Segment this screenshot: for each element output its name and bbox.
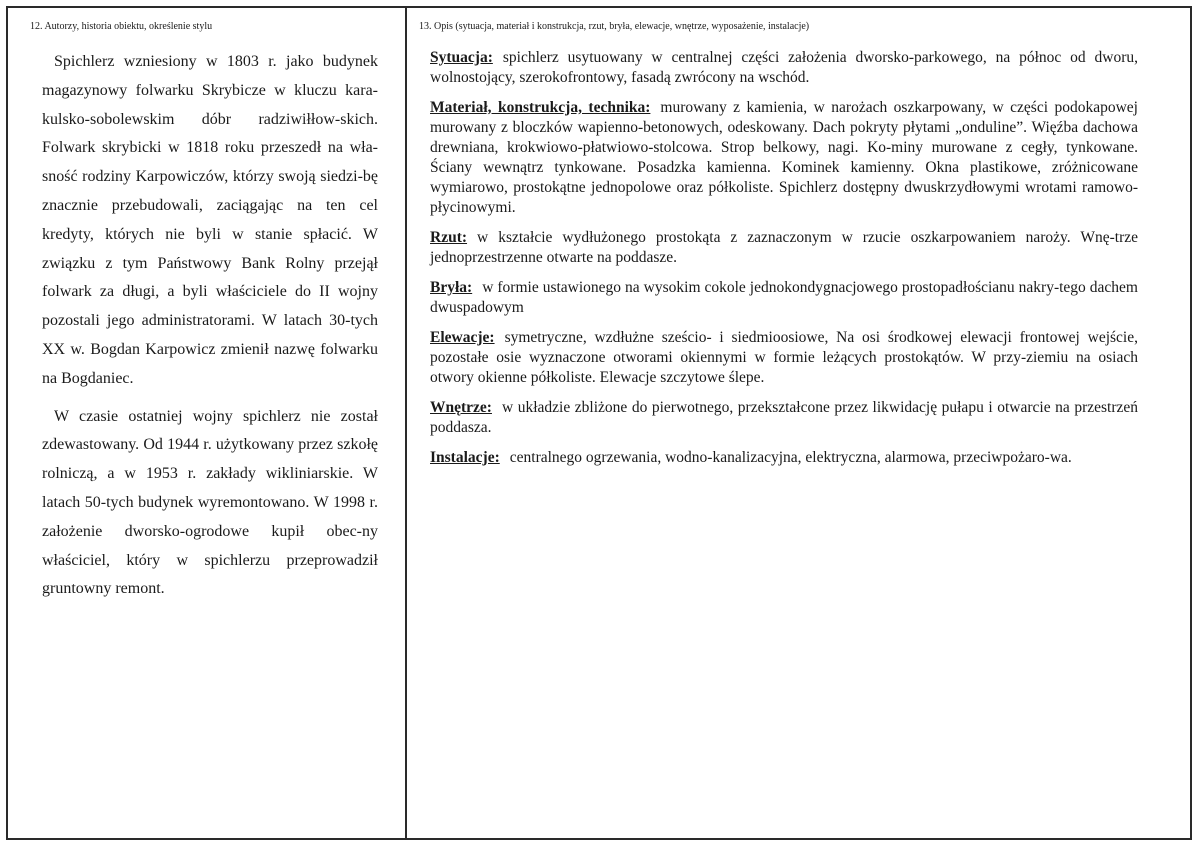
section-13-heading: 13. Opis (sytuacja, materiał i konstrukcja, rzut, bryła, elewacje, wnętrze, wyposażenie, instalacje) [419,21,810,32]
column-divider [405,6,407,840]
section-12-heading: 12. Autorzy, historia obiektu, określenie stylu [30,21,213,32]
entry-bryla [430,278,1138,318]
entry-text: spichlerz usytuowany w centralnej części założenia dworsko-parkowego, na północ od dworu, wolnostojący, szerokofrontowy, fasadą zwrócony na wschód. [430,49,1138,86]
history-paragraph-1: Spichlerz wzniesiony w 1803 r. jako budynek magazynowy folwarku Skrybicze w kluczu kara-kulsko-sobolewskim dóbr radziwiłłow-skich. Folwark skrybicki w 1818 roku przeszedł na wła-sność rodziny Karpowiczów, którzy swoją siedzi-bę znacznie przebudowali, zaciągając na ten cel kredyty, których nie byli w stanie spłacić. W związku z tym Państwowy Bank Rolny przejął folwark za długi, a byli właściciele do II wojny pozostali jego administratorami. W latach 30-tych XX w. Bogdan Karpowicz zmienił nazwę folwarku na Bogdaniec. [42,53,378,387]
entry-label: Materiał, konstrukcja, technika: [430,99,651,116]
entry-text: murowany z kamienia, w narożach oszkarpowany, w części podokapowej murowany z bloczków wapienno-betonowych, odeskowany. Dach pokryty płytami „onduline”. Więźba dachowa drewniana, krokwiowo-płatwiowo-stolcowa. Strop belkowy, nagi. Ko-miny murowane z cegły, tynkowane. Ściany wewnątrz tynkowane. Posadzka kamienna. Kominek kamienny. Okna plastikowe, zróżnicowane wymiarowo, prostokątne jednopolowe oraz półkoliste. Spichlerz dostępny dwuskrzydłowymi wrotami ramowo-płycinowymi. [430,99,1138,216]
entry-label: Rzut: [430,229,468,246]
description-column [430,48,1138,478]
entry-elewacje [430,328,1138,388]
history-paragraph-2: W czasie ostatniej wojny spichlerz nie został zdewastowany. Od 1944 r. użytkowany przez szkołę rolniczą, a w 1953 r. zakłady wikliniarskie. W latach 50-tych budynek wyremontowano. W 1998 r. założenie dworsko-ogrodowe kupił obec-ny właściciel, który w spichlerzu przeprowadził gruntowny remont. [42,407,378,598]
entry-rzut [430,228,1138,268]
entry-label: Wnętrze: [430,399,492,416]
history-column [42,48,378,613]
entry-label: Bryła: [430,279,473,296]
entry-material [430,98,1138,218]
entry-instalacje [430,448,1138,468]
entry-text: w układzie zbliżone do pierwotnego, przekształcone przez likwidację pułapu i otwarcie na przestrzeń poddasza. [430,399,1138,436]
entry-text: centralnego ogrzewania, wodno-kanalizacyjna, elektryczna, alarmowa, przeciwpożaro-wa. [509,449,1072,466]
entry-label: Sytuacja: [430,49,493,66]
entry-sytuacja [430,48,1138,88]
entry-label: Elewacje: [430,329,495,346]
entry-text: w kształcie wydłużonego prostokąta z zaznaczonym w rzucie oszkarpowaniem naroży. Wnę-trze jednoprzestrzenne otwarte na poddasze. [430,229,1138,266]
entry-text: w formie ustawionego na wysokim cokole jednokondygnacjowego prostopadłościanu nakry-tego dachem dwuspadowym [430,279,1138,316]
entry-wnetrze [430,398,1138,438]
entry-text: symetryczne, wzdłużne sześcio- i siedmioosiowe, Na osi środkowej elewacji frontowej wejście, pozostałe osie wyznaczone otworami okiennymi w formie leżących prostokątów. W przy-ziemiu na osiach otwory okienne półkoliste. Elewacje szczytowe ślepe. [430,329,1138,386]
entry-label: Instalacje: [430,449,500,466]
